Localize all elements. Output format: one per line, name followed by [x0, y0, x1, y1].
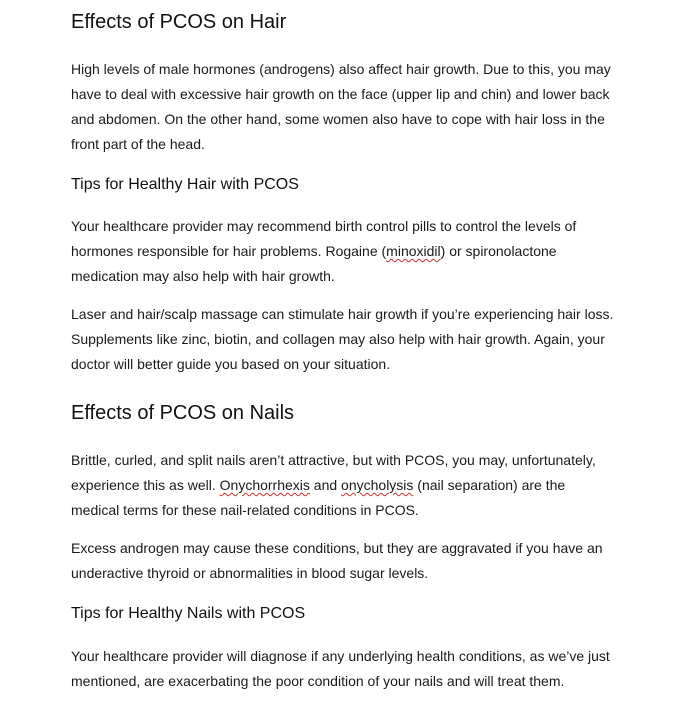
nails-paragraph-2 [71, 536, 631, 586]
spellcheck-word[interactable]: minoxidil [386, 243, 441, 259]
hair-paragraph-1 [71, 57, 631, 157]
text-line [71, 473, 631, 498]
hair-tips-paragraph-2 [71, 302, 631, 377]
text-line: Laser and hair/scalp massage can stimulate hair growth if you’re experiencing hair loss. [71, 306, 614, 322]
text-line: High levels of male hormones (androgens) also affect hair growth. Due to this, you may [71, 61, 611, 77]
nails-tips-paragraph [71, 644, 631, 694]
hair-tips-paragraph-1 [71, 214, 631, 289]
nails-paragraph-1 [71, 448, 631, 523]
text-run: ) or spironolactone [440, 243, 557, 259]
text-line: front part of the head. [71, 136, 205, 152]
text-line: Excess androgen may cause these conditions, but they are aggravated if you have an [71, 540, 603, 556]
nails-tips-heading: Tips for Healthy Nails with PCOS [71, 605, 306, 622]
hair-section-heading: Effects of PCOS on Hair [71, 11, 287, 33]
text-run: hormones responsible for hair problems. Rogaine ( [71, 243, 387, 259]
text-line: medication may also help with hair growth. [71, 268, 335, 284]
spellcheck-word[interactable]: Onychorrhexis [219, 477, 310, 493]
spellcheck-word[interactable]: onycholysis [341, 477, 414, 493]
text-run: (nail separation) are the [413, 477, 566, 493]
text-line [71, 239, 631, 264]
nails-section-heading: Effects of PCOS on Nails [71, 402, 295, 424]
text-line: Supplements like zinc, biotin, and collagen may also help with hair growth. Again, your [71, 331, 605, 347]
text-line: Brittle, curled, and split nails aren’t attractive, but with PCOS, you may, unfortunately, [71, 452, 596, 468]
text-line: mentioned, are exacerbating the poor condition of your nails and will treat them. [71, 673, 565, 689]
text-line: Your healthcare provider may recommend birth control pills to control the levels of [71, 218, 577, 234]
text-run: experience this as well. [71, 477, 220, 493]
text-line: and abdomen. On the other hand, some women also have to cope with hair loss in the [71, 111, 605, 127]
text-line: medical terms for these nail-related conditions in PCOS. [71, 502, 419, 518]
text-line: underactive thyroid or abnormalities in blood sugar levels. [71, 565, 429, 581]
text-run: and [309, 477, 342, 493]
hair-tips-heading: Tips for Healthy Hair with PCOS [71, 176, 299, 193]
text-line: doctor will better guide you based on your situation. [71, 356, 391, 372]
text-line: have to deal with excessive hair growth on the face (upper lip and chin) and lower back [71, 86, 610, 102]
text-line: Your healthcare provider will diagnose if any underlying health conditions, as we’ve just [71, 648, 610, 664]
